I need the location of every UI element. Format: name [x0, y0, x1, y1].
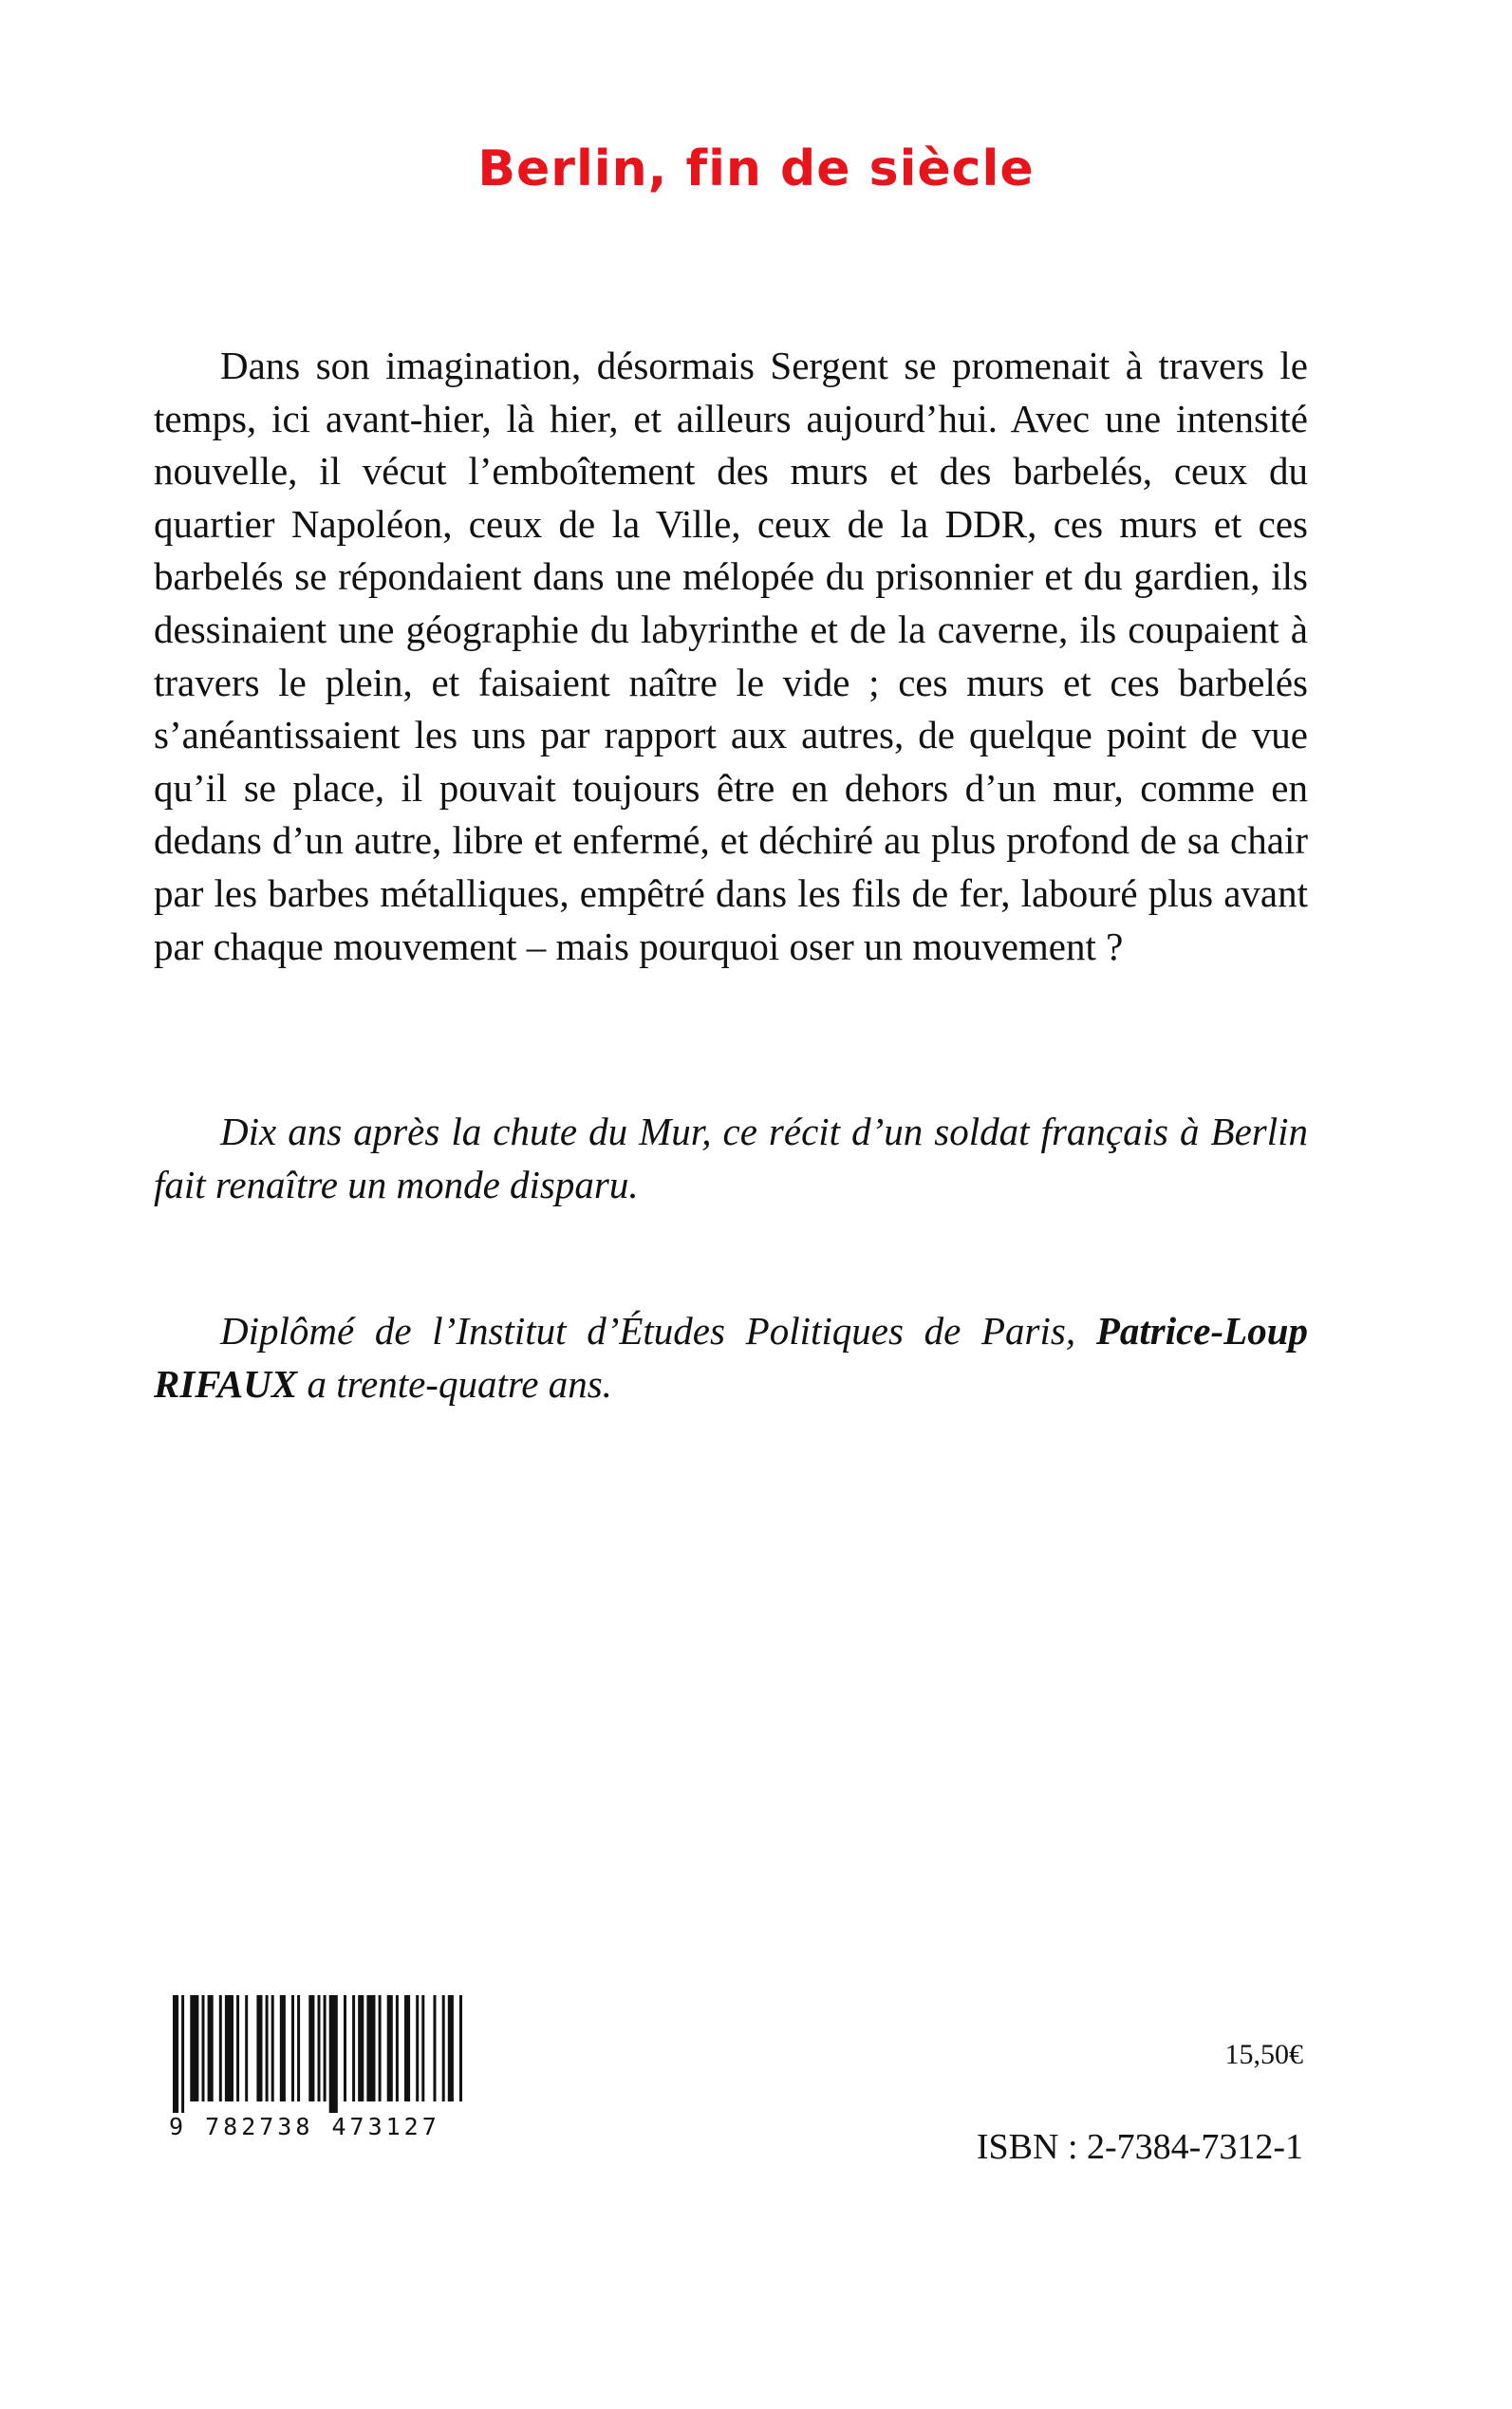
barcode-bar [324, 1995, 327, 2101]
barcode-bar [271, 1995, 274, 2101]
author-bio [154, 1305, 1308, 1410]
barcode-bar [318, 1995, 321, 2101]
back-cover-blurb: Dans son imagination, désormais Sergent se promenait à travers le temps, ici avant-hier, là hier, et ailleurs aujourd’hui. Avec une intensité nouvelle, il vécut l’emboîtement des murs et des barbelés, ceux du quartier Napoléon, ceux de la Ville, ceux de la DDR, ces murs et ces barbelés se répondaient dans une mélopée du prisonnier et du gardien, ils dessinaient une géographie du labyrinthe et de la caverne, ils coupaient à travers le plein, et faisaient naître le vide ; ces murs et ces barbelés s’anéantissaient les uns par rapport aux autres, de quelque point de vue qu’il se place, il pouvait toujours être en dehors d’un mur, comme en dedans d’un autre, libre et enfermé, et déchiré au plus profond de sa chair par les barbes métalliques, empêtré dans les fils de fer, labouré plus avant par chaque mouvement – mais pourquoi oser un mouvement ? [154, 344, 1308, 968]
barcode-bar [448, 1995, 454, 2101]
barcode-bars [169, 1995, 463, 2113]
author-name: Patrice-Loup RIFAUX [154, 1309, 1308, 1406]
barcode-bar [459, 1995, 462, 2101]
barcode-bar [379, 1995, 382, 2101]
barcode-bar [404, 1995, 410, 2101]
barcode-bar [396, 1995, 399, 2101]
barcode-bar [416, 1995, 419, 2101]
barcode [169, 1995, 463, 2128]
barcode-digits: 9 782738 473127 [169, 2113, 440, 2140]
isbn: ISBN : 2-7384-7312-1 [976, 2127, 1303, 2167]
author-bio-age: a trente-quatre ans. [297, 1361, 612, 1406]
barcode-bar [358, 1995, 364, 2101]
barcode-bar [344, 1995, 346, 2101]
barcode-bar [308, 1995, 314, 2101]
barcode-bar [291, 1995, 294, 2101]
barcode-bar [297, 1995, 300, 2101]
barcode-bar [181, 1995, 184, 2113]
barcode-bar [352, 1995, 355, 2101]
barcode-bar [434, 1995, 437, 2101]
book-title: Berlin, fin de siècle [477, 140, 1035, 197]
barcode-bar [329, 1995, 338, 2113]
barcode-bar [245, 1995, 248, 2101]
barcode-bar [387, 1995, 393, 2101]
barcode-bar [256, 1995, 262, 2101]
barcode-bar [280, 1995, 286, 2101]
barcode-bar [219, 1995, 222, 2101]
barcode-bar [236, 1995, 239, 2101]
barcode-bar [202, 1995, 205, 2101]
barcode-bar [442, 1995, 445, 2101]
barcode-bar [225, 1995, 233, 2101]
barcode-bar [208, 1995, 214, 2101]
barcode-bar [366, 1995, 375, 2101]
tagline: Dix ans après la chute du Mur, ce récit d’un soldat français à Berlin fait renaître un monde disparu. [154, 1110, 1308, 1206]
barcode-bar [421, 1995, 424, 2101]
barcode-bar [266, 1995, 269, 2101]
price: 15,50€ [1224, 2039, 1303, 2070]
barcode-bar [173, 1995, 178, 2113]
author-bio-intro: Diplômé de l’Institut d’Études Politiques de Paris, [220, 1309, 1096, 1353]
barcode-bar [190, 1995, 198, 2101]
